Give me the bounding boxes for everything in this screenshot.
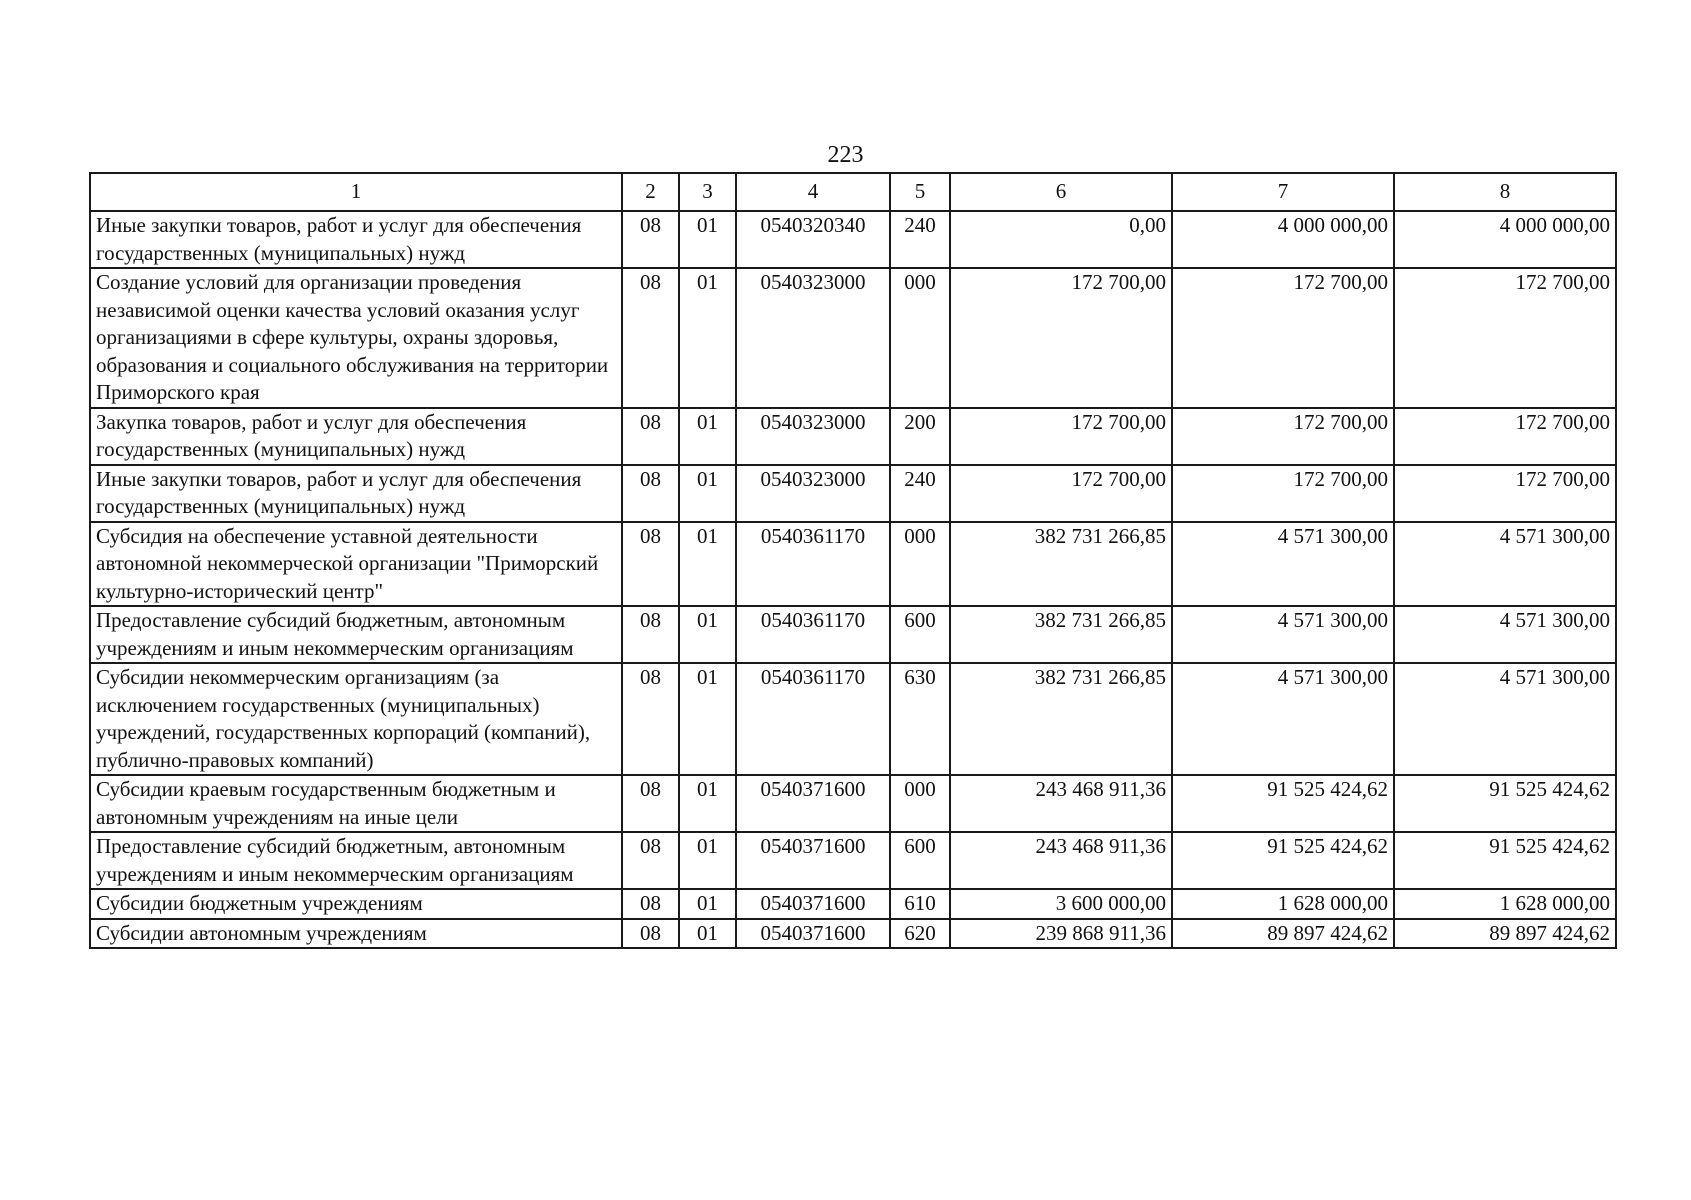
target-article-cell: 0540320340 <box>736 211 890 268</box>
amount-cell: 172 700,00 <box>1394 268 1616 408</box>
row-name-cell: Субсидии некоммерческим организациям (за исключением государственных (муниципальных) учреждений, государственных корпораций (компаний), публично-правовых компаний) <box>90 663 622 775</box>
amount-cell: 382 731 266,85 <box>950 522 1172 607</box>
table-row <box>90 919 1616 949</box>
amount-cell: 1 628 000,00 <box>1172 889 1394 919</box>
row-name-cell: Субсидии бюджетным учреждениям <box>90 889 622 919</box>
amount-cell: 4 000 000,00 <box>1394 211 1616 268</box>
amount-cell: 4 000 000,00 <box>1172 211 1394 268</box>
row-name-cell: Иные закупки товаров, работ и услуг для обеспечения государственных (муниципальных) нужд <box>90 465 622 522</box>
amount-cell: 0,00 <box>950 211 1172 268</box>
subsection-code-cell: 01 <box>679 268 736 408</box>
target-article-cell: 0540371600 <box>736 832 890 889</box>
amount-cell: 172 700,00 <box>950 268 1172 408</box>
amount-cell: 4 571 300,00 <box>1394 522 1616 607</box>
amount-cell: 91 525 424,62 <box>1172 832 1394 889</box>
target-article-cell: 0540323000 <box>736 408 890 465</box>
amount-cell: 4 571 300,00 <box>1172 663 1394 775</box>
expense-type-cell: 200 <box>890 408 950 465</box>
subsection-code-cell: 01 <box>679 775 736 832</box>
target-article-cell: 0540323000 <box>736 268 890 408</box>
amount-cell: 382 731 266,85 <box>950 663 1172 775</box>
expense-type-cell: 000 <box>890 268 950 408</box>
amount-cell: 91 525 424,62 <box>1394 775 1616 832</box>
section-code-cell: 08 <box>622 663 679 775</box>
column-header: 3 <box>679 173 736 211</box>
section-code-cell: 08 <box>622 775 679 832</box>
amount-cell: 172 700,00 <box>950 465 1172 522</box>
expense-type-cell: 600 <box>890 606 950 663</box>
target-article-cell: 0540361170 <box>736 663 890 775</box>
target-article-cell: 0540371600 <box>736 919 890 949</box>
amount-cell: 4 571 300,00 <box>1172 522 1394 607</box>
subsection-code-cell: 01 <box>679 408 736 465</box>
expense-type-cell: 610 <box>890 889 950 919</box>
amount-cell: 3 600 000,00 <box>950 889 1172 919</box>
amount-cell: 1 628 000,00 <box>1394 889 1616 919</box>
subsection-code-cell: 01 <box>679 663 736 775</box>
row-name-cell: Создание условий для организации проведения независимой оценки качества условий оказания услуг организациями в сфере культуры, охраны здоровья, образования и социального обслуживания на территории Приморского края <box>90 268 622 408</box>
amount-cell: 172 700,00 <box>1172 408 1394 465</box>
subsection-code-cell: 01 <box>679 889 736 919</box>
section-code-cell: 08 <box>622 832 679 889</box>
amount-cell: 172 700,00 <box>1172 268 1394 408</box>
amount-cell: 91 525 424,62 <box>1172 775 1394 832</box>
amount-cell: 243 468 911,36 <box>950 775 1172 832</box>
table-row <box>90 408 1616 465</box>
target-article-cell: 0540371600 <box>736 889 890 919</box>
amount-cell: 239 868 911,36 <box>950 919 1172 949</box>
amount-cell: 4 571 300,00 <box>1172 606 1394 663</box>
target-article-cell: 0540371600 <box>736 775 890 832</box>
subsection-code-cell: 01 <box>679 919 736 949</box>
expense-type-cell: 240 <box>890 465 950 522</box>
row-name-cell: Субсидии автономным учреждениям <box>90 919 622 949</box>
row-name-cell: Иные закупки товаров, работ и услуг для обеспечения государственных (муниципальных) нужд <box>90 211 622 268</box>
amount-cell: 4 571 300,00 <box>1394 663 1616 775</box>
section-code-cell: 08 <box>622 211 679 268</box>
amount-cell: 243 468 911,36 <box>950 832 1172 889</box>
amount-cell: 382 731 266,85 <box>950 606 1172 663</box>
subsection-code-cell: 01 <box>679 606 736 663</box>
section-code-cell: 08 <box>622 522 679 607</box>
column-header: 1 <box>90 173 622 211</box>
column-header: 5 <box>890 173 950 211</box>
table-row <box>90 465 1616 522</box>
section-code-cell: 08 <box>622 268 679 408</box>
amount-cell: 4 571 300,00 <box>1394 606 1616 663</box>
subsection-code-cell: 01 <box>679 211 736 268</box>
table-row <box>90 211 1616 268</box>
amount-cell: 172 700,00 <box>1394 408 1616 465</box>
target-article-cell: 0540323000 <box>736 465 890 522</box>
subsection-code-cell: 01 <box>679 465 736 522</box>
expense-type-cell: 600 <box>890 832 950 889</box>
row-name-cell: Предоставление субсидий бюджетным, автономным учреждениям и иным некоммерческим организациям <box>90 832 622 889</box>
subsection-code-cell: 01 <box>679 522 736 607</box>
target-article-cell: 0540361170 <box>736 522 890 607</box>
column-header: 6 <box>950 173 1172 211</box>
amount-cell: 89 897 424,62 <box>1172 919 1394 949</box>
column-header: 4 <box>736 173 890 211</box>
subsection-code-cell: 01 <box>679 832 736 889</box>
amount-cell: 91 525 424,62 <box>1394 832 1616 889</box>
amount-cell: 172 700,00 <box>1394 465 1616 522</box>
amount-cell: 172 700,00 <box>950 408 1172 465</box>
row-name-cell: Предоставление субсидий бюджетным, автономным учреждениям и иным некоммерческим организациям <box>90 606 622 663</box>
budget-table <box>89 172 1617 949</box>
table-row <box>90 522 1616 607</box>
amount-cell: 89 897 424,62 <box>1394 919 1616 949</box>
table-row <box>90 889 1616 919</box>
section-code-cell: 08 <box>622 889 679 919</box>
column-header: 8 <box>1394 173 1616 211</box>
row-name-cell: Субсидии краевым государственным бюджетным и автономным учреждениям на иные цели <box>90 775 622 832</box>
section-code-cell: 08 <box>622 919 679 949</box>
row-name-cell: Закупка товаров, работ и услуг для обеспечения государственных (муниципальных) нужд <box>90 408 622 465</box>
section-code-cell: 08 <box>622 606 679 663</box>
target-article-cell: 0540361170 <box>736 606 890 663</box>
table-row <box>90 268 1616 408</box>
table-row <box>90 775 1616 832</box>
table-header-row <box>90 173 1616 211</box>
row-name-cell: Субсидия на обеспечение уставной деятельности автономной некоммерческой организации "Приморский культурно-исторический центр" <box>90 522 622 607</box>
column-header: 2 <box>622 173 679 211</box>
section-code-cell: 08 <box>622 465 679 522</box>
table-row <box>90 663 1616 775</box>
expense-type-cell: 000 <box>890 522 950 607</box>
expense-type-cell: 240 <box>890 211 950 268</box>
table-row <box>90 832 1616 889</box>
column-header: 7 <box>1172 173 1394 211</box>
page-number: 223 <box>827 142 864 168</box>
expense-type-cell: 620 <box>890 919 950 949</box>
expense-type-cell: 000 <box>890 775 950 832</box>
section-code-cell: 08 <box>622 408 679 465</box>
expense-type-cell: 630 <box>890 663 950 775</box>
amount-cell: 172 700,00 <box>1172 465 1394 522</box>
table-row <box>90 606 1616 663</box>
